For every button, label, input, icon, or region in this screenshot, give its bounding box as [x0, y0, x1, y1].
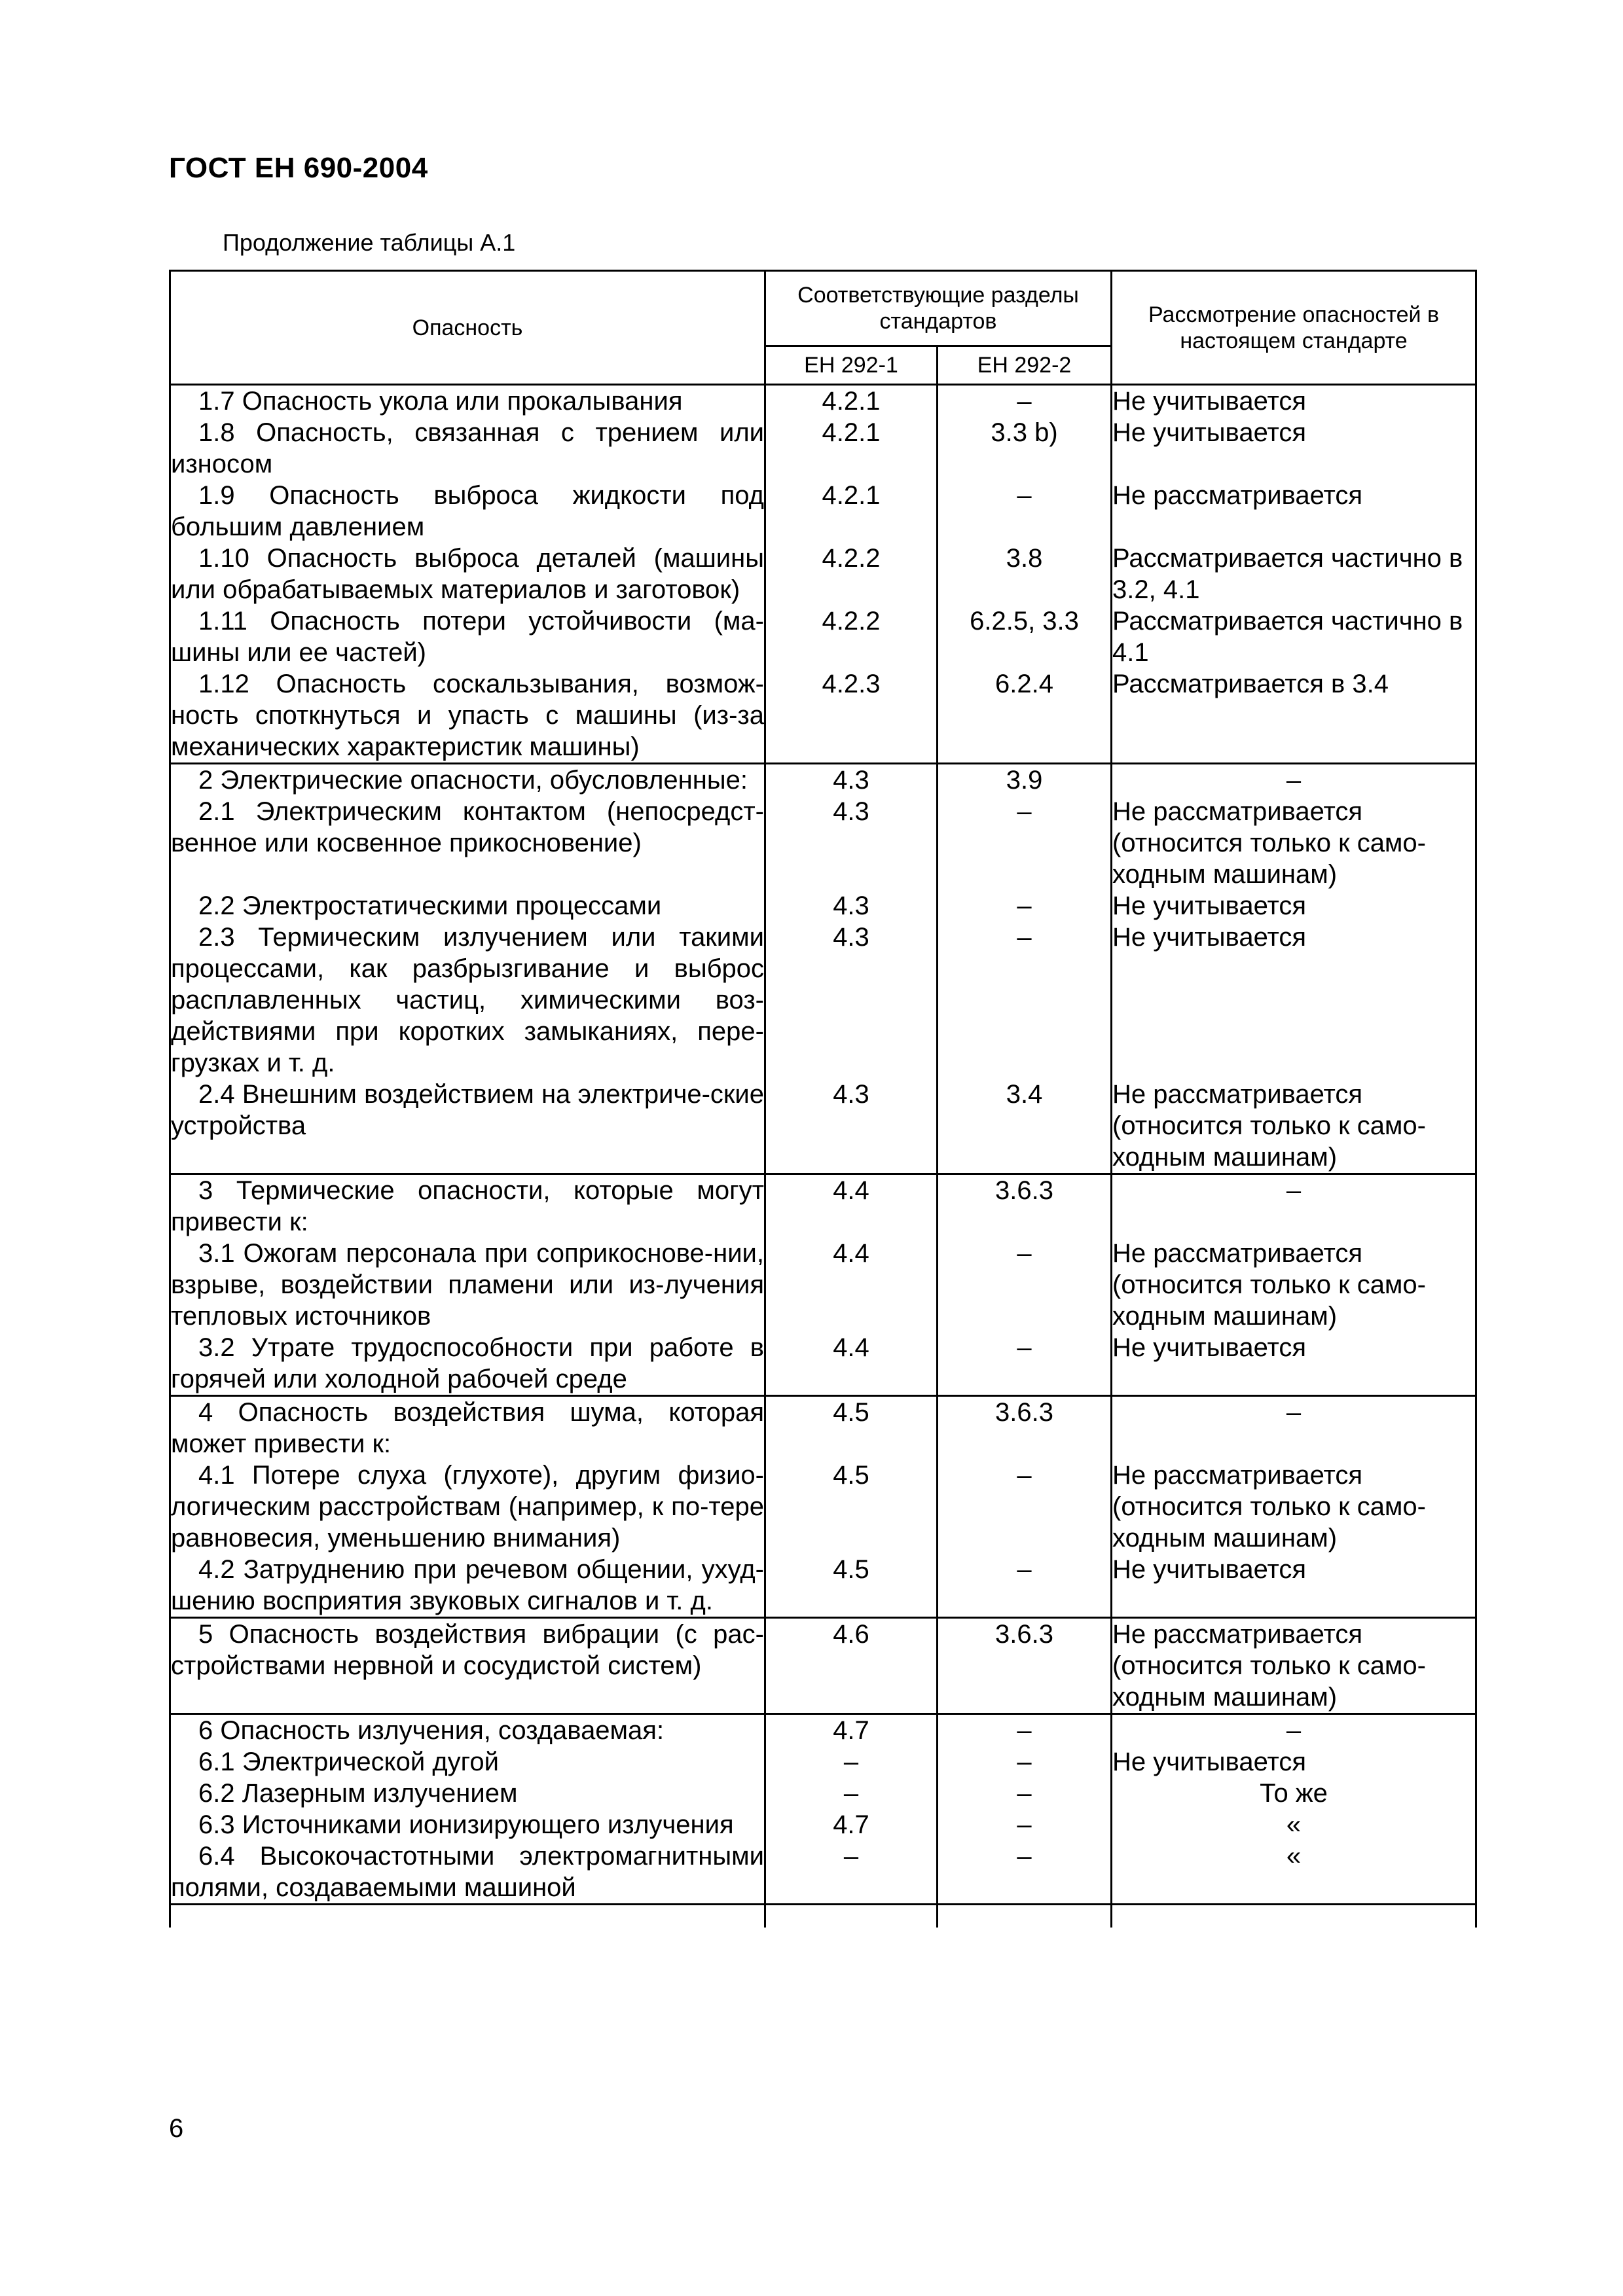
consideration-cell: Рассматривается в 3.4	[1112, 668, 1476, 764]
consideration-cell: Не рассматривается (относится только к само-ходным машинам)	[1112, 796, 1476, 890]
consideration-cell: То же	[1112, 1778, 1476, 1809]
en-292-2-cell: –	[938, 385, 1112, 418]
table-row	[170, 796, 1476, 890]
en-292-2-cell: 3.3 b)	[938, 417, 1112, 480]
en-292-1-cell: 4.2.2	[765, 543, 938, 605]
hazard-cell: 1.11 Опасность потери устойчивости (ма-шины или ее частей)	[171, 607, 764, 667]
en-292-1-cell: 4.5	[765, 1396, 938, 1460]
hazards-table-container	[169, 270, 1475, 1932]
header-standard-sections: Соответствующие разделы стандартов	[765, 271, 1112, 346]
hazard-cell: 6.2 Лазерным излучением	[198, 1779, 518, 1808]
en-292-2-cell: 3.4	[938, 1079, 1112, 1174]
consideration-cell: Рассматривается частично в 3.2, 4.1	[1112, 543, 1476, 605]
en-292-1-cell: 4.6	[765, 1618, 938, 1714]
consideration-cell: Не учитывается	[1112, 385, 1476, 418]
en-292-1-cell: 4.2.1	[765, 480, 938, 543]
consideration-cell: –	[1112, 1396, 1476, 1460]
table-row	[170, 1809, 1476, 1840]
document-title: ГОСТ ЕН 690-2004	[169, 152, 428, 184]
en-292-2-cell: 3.8	[938, 543, 1112, 605]
consideration-cell: Не рассматривается (относится только к само-ходным машинам)	[1112, 1460, 1476, 1554]
hazard-cell: 3.1 Ожогам персонала при соприкоснове-нии, взрыве, воздействии пламени или из-лучения тепловых источников	[171, 1239, 764, 1331]
en-292-2-cell: –	[938, 922, 1112, 1079]
en-292-2-cell: 6.2.4	[938, 668, 1112, 764]
en-292-1-cell: 4.7	[765, 1714, 938, 1747]
en-292-2-cell: –	[938, 1238, 1112, 1332]
en-292-1-cell: 4.7	[765, 1809, 938, 1840]
table-row	[170, 1778, 1476, 1809]
hazard-cell: 6.1 Электрической дугой	[198, 1748, 499, 1776]
table-row	[170, 1618, 1476, 1714]
hazard-cell: 4.1 Потере слуха (глухоте), другим физио-логическим расстройствам (например, к по-тере равновесия, уменьшению внимания)	[171, 1461, 764, 1552]
hazard-cell: 4.2 Затруднению при речевом общении, ухуд-шению восприятия звуковых сигналов и т. д.	[171, 1555, 764, 1615]
en-292-2-cell: –	[938, 1778, 1112, 1809]
consideration-cell: Рассматривается частично в 4.1	[1112, 605, 1476, 668]
hazard-cell: 1.10 Опасность выброса деталей (машины или обрабатываемых материалов и заготовок)	[171, 544, 764, 604]
en-292-1-cell: 4.4	[765, 1174, 938, 1238]
en-292-2-cell: 3.6.3	[938, 1396, 1112, 1460]
en-292-1-cell: –	[765, 1778, 938, 1809]
consideration-cell: –	[1112, 1714, 1476, 1747]
en-292-2-cell: –	[938, 1554, 1112, 1618]
page-number: 6	[169, 2114, 184, 2143]
consideration-cell: Не рассматривается (относится только к само-ходным машинам)	[1112, 1618, 1476, 1714]
table-row	[170, 1174, 1476, 1238]
hazard-cell: 2.4 Внешним воздействием на электриче-ские устройства	[171, 1080, 764, 1140]
hazard-cell: 1.7 Опасность укола или прокалывания	[198, 387, 683, 416]
hazard-cell: 6.4 Высокочастотными электромагнитными полями, создаваемыми машиной	[171, 1842, 764, 1902]
table-row	[170, 1746, 1476, 1778]
en-292-1-cell: 4.4	[765, 1332, 938, 1396]
table-continuation-caption: Продолжение таблицы А.1	[223, 229, 516, 256]
consideration-cell: Не учитывается	[1112, 890, 1476, 922]
en-292-2-cell: 3.6.3	[938, 1174, 1112, 1238]
consideration-cell: –	[1112, 1174, 1476, 1238]
en-292-2-cell: 6.2.5, 3.3	[938, 605, 1112, 668]
en-292-1-cell: 4.3	[765, 922, 938, 1079]
header-en-292-1: ЕН 292-1	[765, 346, 938, 385]
hazard-cell: 1.9 Опасность выброса жидкости под большим давлением	[171, 481, 764, 541]
table-row	[170, 1238, 1476, 1332]
en-292-1-cell: –	[765, 1840, 938, 1905]
table-row	[170, 480, 1476, 543]
table-row-empty	[170, 1905, 1476, 1928]
consideration-cell: «	[1112, 1809, 1476, 1840]
hazard-cell: 2.2 Электростатическими процессами	[198, 891, 662, 920]
table-row	[170, 1554, 1476, 1618]
consideration-cell: «	[1112, 1840, 1476, 1905]
table-row	[170, 1332, 1476, 1396]
en-292-1-cell: 4.3	[765, 796, 938, 890]
consideration-cell: Не рассматривается (относится только к само-ходным машинам)	[1112, 1238, 1476, 1332]
en-292-1-cell: 4.3	[765, 764, 938, 797]
en-292-1-cell: 4.2.3	[765, 668, 938, 764]
hazard-cell: 2 Электрические опасности, обусловленные:	[198, 766, 748, 795]
en-292-2-cell: –	[938, 1746, 1112, 1778]
en-292-2-cell: –	[938, 890, 1112, 922]
consideration-cell: Не учитывается	[1112, 922, 1476, 1079]
hazard-cell: 3.2 Утрате трудоспособности при работе в горячей или холодной рабочей среде	[171, 1333, 764, 1393]
en-292-1-cell: 4.4	[765, 1238, 938, 1332]
table-row	[170, 890, 1476, 922]
consideration-cell: Не учитывается	[1112, 1746, 1476, 1778]
consideration-cell: Не учитывается	[1112, 417, 1476, 480]
table-row	[170, 922, 1476, 1079]
table-row	[170, 417, 1476, 480]
hazard-cell: 5 Опасность воздействия вибрации (с рас-стройствами нервной и сосудистой систем)	[171, 1620, 764, 1680]
hazard-cell: 6.3 Источниками ионизирующего излучения	[198, 1810, 734, 1839]
en-292-1-cell: 4.3	[765, 1079, 938, 1174]
en-292-1-cell: 4.5	[765, 1460, 938, 1554]
en-292-1-cell: 4.2.1	[765, 385, 938, 418]
consideration-cell: Не рассматривается	[1112, 480, 1476, 543]
consideration-cell: Не рассматривается (относится только к само-ходным машинам)	[1112, 1079, 1476, 1174]
consideration-cell: Не учитывается	[1112, 1554, 1476, 1618]
hazard-cell: 1.12 Опасность соскальзывания, возмож-ность споткнуться и упасть с машины (из-за механических характеристик машины)	[171, 670, 764, 761]
hazard-cell: 3 Термические опасности, которые могут привести к:	[171, 1176, 764, 1236]
en-292-2-cell: –	[938, 480, 1112, 543]
table-row	[170, 1079, 1476, 1174]
hazard-cell: 4 Опасность воздействия шума, которая может привести к:	[171, 1398, 764, 1458]
en-292-2-cell: –	[938, 796, 1112, 890]
en-292-2-cell: 3.6.3	[938, 1618, 1112, 1714]
en-292-2-cell: –	[938, 1460, 1112, 1554]
hazards-table	[169, 270, 1477, 1928]
en-292-1-cell: –	[765, 1746, 938, 1778]
en-292-2-cell: –	[938, 1840, 1112, 1905]
en-292-1-cell: 4.2.1	[765, 417, 938, 480]
table-row	[170, 385, 1476, 418]
consideration-cell: Не учитывается	[1112, 1332, 1476, 1396]
table-row	[170, 764, 1476, 797]
en-292-1-cell: 4.2.2	[765, 605, 938, 668]
table-row	[170, 668, 1476, 764]
table-row	[170, 543, 1476, 605]
hazard-cell: 2.1 Электрическим контактом (непосредст-венное или косвенное прикосновение)	[171, 797, 764, 857]
table-row	[170, 1714, 1476, 1747]
hazard-cell: 6 Опасность излучения, создаваемая:	[198, 1716, 665, 1745]
table-row	[170, 1460, 1476, 1554]
en-292-1-cell: 4.3	[765, 890, 938, 922]
hazard-cell: 1.8 Опасность, связанная с трением или износом	[171, 418, 764, 478]
en-292-1-cell: 4.5	[765, 1554, 938, 1618]
table-row	[170, 1396, 1476, 1460]
header-consideration: Рассмотрение опасностей в настоящем стандарте	[1112, 271, 1476, 385]
en-292-2-cell: –	[938, 1809, 1112, 1840]
table-row	[170, 1840, 1476, 1905]
en-292-2-cell: 3.9	[938, 764, 1112, 797]
header-hazard: Опасность	[170, 271, 765, 385]
header-en-292-2: ЕН 292-2	[938, 346, 1112, 385]
consideration-cell: –	[1112, 764, 1476, 797]
en-292-2-cell: –	[938, 1332, 1112, 1396]
table-row	[170, 605, 1476, 668]
hazard-cell: 2.3 Термическим излучением или такими процессами, как разбрызгивание и выброс расплавленных частиц, химическими воз-действиями при коротких замыканиях, пере-грузках и т. д.	[171, 923, 764, 1077]
en-292-2-cell: –	[938, 1714, 1112, 1747]
